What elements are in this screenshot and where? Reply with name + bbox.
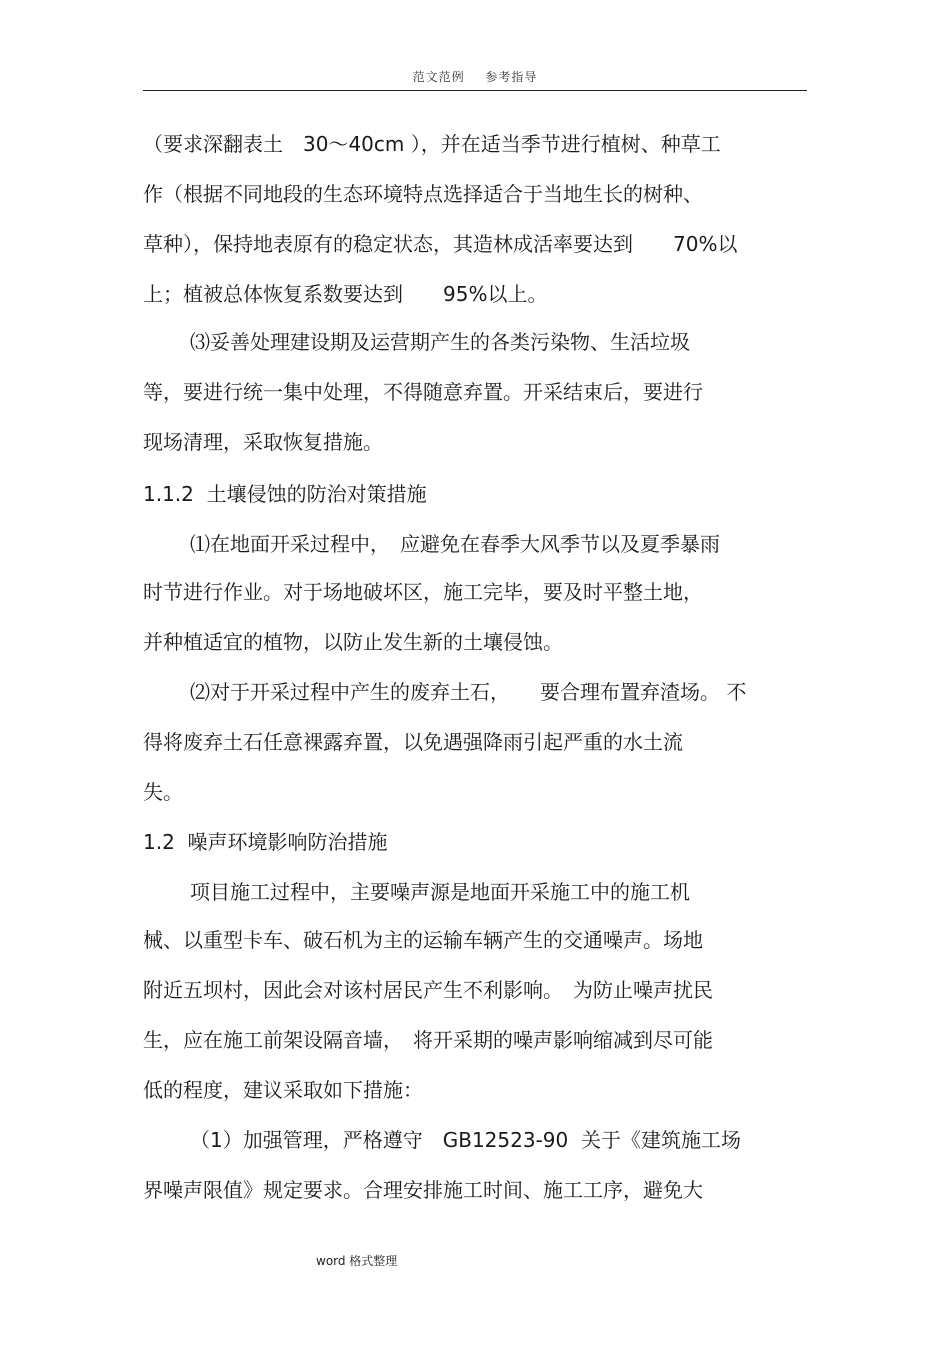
text-line: （要求深翻表土 30～40cm ），并在适当季节进行植树、种草工	[143, 132, 721, 156]
text-line: 失。	[143, 780, 183, 804]
text-line: 时节进行作业。对于场地破坏区，施工完毕，要及时平整土地，	[143, 580, 703, 604]
text-line: 项目施工过程中，主要噪声源是地面开采施工中的施工机	[190, 880, 690, 904]
text-line: ⑶妥善处理建设期及运营期产生的各类污染物、生活垃圾	[190, 330, 690, 354]
section-heading: 1.1.2 土壤侵蚀的防治对策措施	[143, 482, 427, 506]
text-line: 等，要进行统一集中处理，不得随意弃置。开采结束后，要进行	[143, 380, 703, 404]
text-line: 并种植适宜的植物，以防止发生新的土壤侵蚀。	[143, 630, 563, 654]
text-line: 上；植被总体恢复系数要达到 95%以上。	[143, 282, 548, 306]
text-line: 现场清理，采取恢复措施。	[143, 430, 383, 454]
text-line: 生，应在施工前架设隔音墙， 将开采期的噪声影响缩减到尽可能	[143, 1028, 713, 1052]
text-line: 低的程度，建议采取如下措施：	[143, 1078, 423, 1102]
text-line: 附近五坝村，因此会对该村居民产生不利影响。 为防止噪声扰民	[143, 978, 713, 1002]
text-line: 界噪声限值》规定要求。合理安排施工时间、施工工序，避免大	[143, 1178, 703, 1202]
section-heading: 1.2 噪声环境影响防治措施	[143, 830, 388, 854]
header-rule	[143, 90, 807, 91]
text-line: 得将废弃土石任意裸露弃置，以免遇强降雨引起严重的水土流	[143, 730, 683, 754]
text-line: ⑵对于开采过程中产生的废弃土石， 要合理布置弃渣场。 不	[190, 680, 747, 704]
header-left-text: 范文范例	[412, 70, 465, 84]
text-line: （1）加强管理，严格遵守 GB12523-90 关于《建筑施工场	[190, 1128, 741, 1152]
text-line: 草种），保持地表原有的稳定状态，其造林成活率要达到 70%以	[143, 232, 738, 256]
page-footer: word 格式整理	[316, 1254, 398, 1268]
page-header	[0, 68, 950, 85]
text-line: ⑴在地面开采过程中， 应避免在春季大风季节以及夏季暴雨	[190, 532, 720, 556]
text-line: 作（根据不同地段的生态环境特点选择适合于当地生长的树种、	[143, 182, 703, 206]
header-right-text: 参考指导	[485, 70, 538, 84]
text-line: 械、以重型卡车、破石机为主的运输车辆产生的交通噪声。场地	[143, 928, 703, 952]
